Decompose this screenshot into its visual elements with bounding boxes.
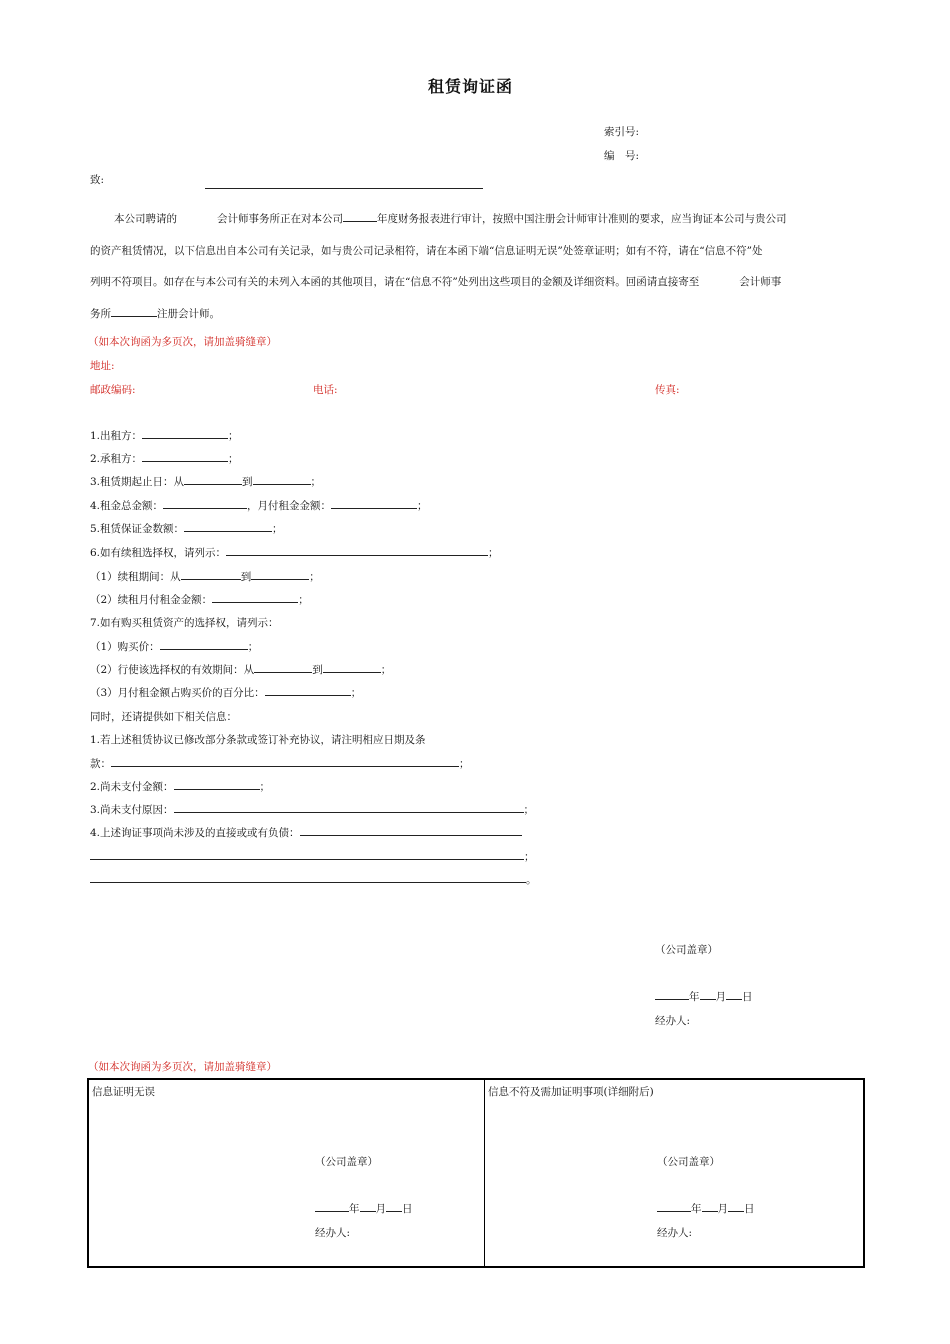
para-text-3: 年度财务报表进行审计，按照中国注册会计师审计准则的要求，应当询证本公司与贵公司 <box>377 213 787 225</box>
fax-label: 传真: <box>655 384 680 396</box>
recipient-line[interactable] <box>205 188 483 189</box>
day-blank[interactable] <box>726 989 742 1000</box>
item-purchase-percentage: （3）月付租金额占购买价的百分比： ； <box>90 687 362 699</box>
item-lessee: 2.承租方： ； <box>90 453 239 465</box>
discrepancy-year-blank[interactable] <box>657 1201 691 1212</box>
renewal-start-blank[interactable] <box>181 569 241 580</box>
body-paragraph <box>90 204 860 330</box>
discrepancy-title: 信息不符及需加证明事项(详细附后) <box>488 1086 654 1098</box>
total-rent-blank[interactable] <box>163 498 247 509</box>
handler-label: 经办人: <box>655 1015 691 1027</box>
deposit-blank[interactable] <box>184 521 272 532</box>
para-text-7: 务所 <box>90 307 111 320</box>
discrepancy-handler: 经办人: <box>657 1227 693 1239</box>
reply-box-divider <box>484 1080 485 1266</box>
discrepancy-month-blank[interactable] <box>702 1201 718 1212</box>
item-renewal-option: 6.如有续租选择权，请列示： ； <box>90 547 499 559</box>
discrepancy-seal-label: （公司盖章） <box>657 1156 720 1168</box>
renewal-monthly-blank[interactable] <box>212 592 298 603</box>
purchase-price-blank[interactable] <box>160 639 248 650</box>
discrepancy-date: 年 月 日 <box>657 1201 755 1216</box>
item-lease-period: 3.租赁期起止日：从 到 ； <box>90 476 322 488</box>
item-renewal-monthly: （2）续租月付租金金额： ； <box>90 594 309 606</box>
lease-start-blank[interactable] <box>184 474 242 485</box>
para-text-5: 列明不符项目。如存在与本公司有关的未列入本函的其他项目，请在“信息不符”处列出这些项目的金额及详细资料。回函请直接寄至 <box>90 276 700 288</box>
renewal-blank[interactable] <box>226 545 488 556</box>
unpaid-reason-blank[interactable] <box>174 802 524 813</box>
amendment-blank[interactable] <box>111 756 459 767</box>
lease-end-blank[interactable] <box>253 474 311 485</box>
month-blank[interactable] <box>700 989 716 1000</box>
page-title: 租赁询证函 <box>428 77 514 96</box>
purchase-start-blank[interactable] <box>254 662 312 673</box>
lessee-blank[interactable] <box>142 451 228 462</box>
index-number-label: 索引号: <box>604 126 640 138</box>
unpaid-amount-blank[interactable] <box>174 779 260 790</box>
confirmed-year-blank[interactable] <box>315 1201 349 1212</box>
year-blank[interactable] <box>655 989 689 1000</box>
item-purchase-price: （1）购买价： ； <box>90 641 259 653</box>
discrepancy-day-blank[interactable] <box>728 1201 744 1212</box>
para-text-4: 的资产租赁情况，以下信息出自本公司有关记录，如与贵公司记录相符，请在本函下端“信息证明无误”处签章证明；如有不符，请在“信息不符”处 <box>90 244 763 257</box>
company-seal-label: （公司盖章） <box>655 944 718 956</box>
confirmed-seal-label: （公司盖章） <box>315 1156 378 1168</box>
cpa-name-blank[interactable] <box>111 306 157 317</box>
audit-year-blank[interactable] <box>343 211 377 222</box>
postcode-label: 邮政编码: <box>90 384 136 396</box>
reply-box <box>87 1078 865 1268</box>
serial-number-label: 编 号: <box>604 150 640 162</box>
lessor-blank[interactable] <box>142 428 228 439</box>
also-provide-heading: 同时，还请提供如下相关信息： <box>90 711 237 723</box>
item-amendment-line2: 款： ； <box>90 758 470 770</box>
liability-line-3: 。 <box>90 872 537 887</box>
item-lessor: 1.出租方： ； <box>90 430 239 442</box>
item-total-rent: 4.租金总金额： ，月付租金金额： ； <box>90 500 428 512</box>
para-text-8: 注册会计师。 <box>157 307 220 320</box>
address-label: 地址: <box>90 360 115 372</box>
item-deposit: 5.租赁保证金数额： ； <box>90 523 283 535</box>
item-amendment-line1: 1.若上述租赁协议已修改部分条款或签订补充协议，请注明相应日期及条 <box>90 734 426 746</box>
purchase-pct-blank[interactable] <box>265 685 351 696</box>
seal-note-bottom: （如本次询函为多页次，请加盖骑缝章） <box>88 1061 277 1073</box>
para-text-1: 本公司聘请的 <box>114 213 177 225</box>
item-purchase-period: （2）行使该选择权的有效期间：从 到 ； <box>90 664 392 676</box>
confirmed-day-blank[interactable] <box>386 1201 402 1212</box>
item-liability: 4.上述询证事项尚未涉及的直接或或有负债： <box>90 825 522 840</box>
item-renewal-period: （1）续租期间：从 到 ； <box>90 571 320 583</box>
recipient-label: 致: <box>90 174 105 186</box>
confirmed-date: 年 月 日 <box>315 1201 413 1216</box>
para-text-6: 会计师事 <box>739 276 782 288</box>
purchase-end-blank[interactable] <box>323 662 381 673</box>
liability-blank-3[interactable] <box>90 872 526 883</box>
liability-blank-1[interactable] <box>300 825 522 836</box>
phone-label: 电话: <box>313 384 338 396</box>
signature-date: 年 月 日 <box>655 989 753 1004</box>
item-purchase-option: 7.如有购买租赁资产的选择权，请列示： <box>90 617 279 629</box>
confirmed-month-blank[interactable] <box>360 1201 376 1212</box>
monthly-rent-blank[interactable] <box>331 498 417 509</box>
item-unpaid-reason: 3.尚未支付原因： ； <box>90 804 535 816</box>
renewal-end-blank[interactable] <box>251 569 309 580</box>
liability-line-2: ； <box>90 849 535 864</box>
confirmed-title: 信息证明无误 <box>92 1086 155 1098</box>
para-text-2: 会计师事务所正在对本公司 <box>217 213 343 225</box>
seal-note-top: （如本次询函为多页次，请加盖骑缝章） <box>88 336 277 348</box>
confirmed-handler: 经办人: <box>315 1227 351 1239</box>
item-unpaid-amount: 2.尚未支付金额： ； <box>90 781 271 793</box>
liability-blank-2[interactable] <box>90 849 524 860</box>
